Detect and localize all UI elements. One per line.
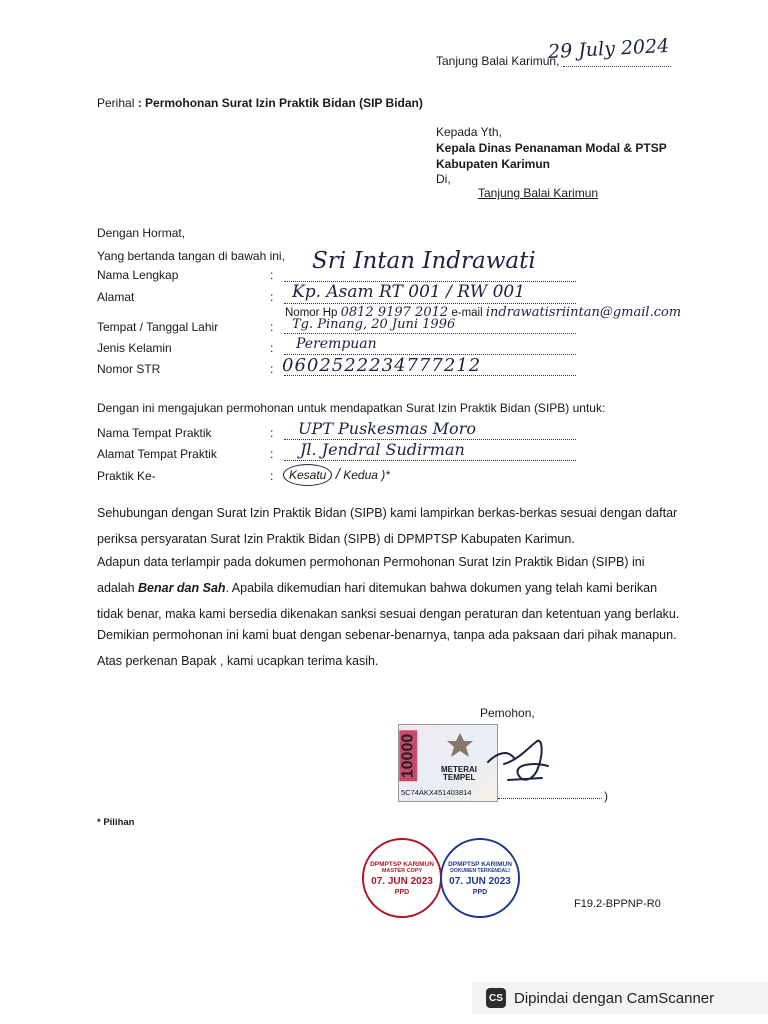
camscanner-icon: CS: [486, 988, 506, 1008]
phone-value: 0812 9197 2012: [340, 305, 449, 320]
colon: :: [270, 341, 274, 355]
field-label-address: Alamat: [97, 290, 135, 304]
paragraph-3-line1: Demikian permohonan ini kami buat dengan sebenar-benarnya, tanpa ada paksaan dari pihak manapun.: [97, 628, 677, 642]
handwritten-date: 29 July 2024: [547, 34, 670, 64]
subject-text: : Permohonan Surat Izin Praktik Bidan (SIP Bidan): [137, 96, 423, 110]
meterai-text2: TEMPEL: [443, 773, 476, 782]
recipient-line2: Kepala Dinas Penanaman Modal & PTSP: [436, 141, 667, 155]
place-prefix: Tanjung Balai Karimun,: [436, 54, 560, 68]
stamp1-bottom: PPD: [394, 888, 410, 896]
colon: :: [270, 320, 274, 334]
meterai-text1: METERAI: [441, 765, 477, 774]
email-value: indrawatisriintan@gmail.com: [485, 305, 682, 320]
stamp2-date: 07. JUN 2023: [449, 875, 511, 887]
request-intro: Dengan ini mengajukan permohonan untuk mendapatkan Surat Izin Praktik Bidan (SIPB) untuk:: [97, 401, 606, 415]
paragraph-2-line2-end: . Apabila dikemudian hari ditemukan bahwa dokumen yang telah kami berikan: [225, 581, 658, 595]
stamp1-mid: MASTER COPY: [381, 867, 423, 874]
subject-label: Perihal: [97, 96, 135, 110]
meterai-value: 10000: [399, 731, 417, 782]
practice-address-value: Jl. Jendral Sudirman: [300, 440, 465, 459]
paragraph-3: [97, 622, 677, 674]
form-code: F19.2-BPPNP-R0: [574, 898, 661, 910]
gender-value: Perempuan: [296, 336, 377, 352]
camscanner-badge: [472, 982, 768, 1014]
paragraph-1: [97, 500, 677, 552]
colon: :: [270, 447, 274, 461]
recipient-line5: Tanjung Balai Karimun: [478, 186, 599, 200]
paragraph-2-line2-start: adalah: [97, 581, 139, 595]
field-label-str: Nomor STR: [97, 362, 161, 376]
paragraph-2-line2: [97, 575, 679, 601]
field-label-gender: Jenis Kelamin: [97, 341, 172, 355]
birth-value: Tg. Pinang, 20 Juni 1996: [292, 317, 456, 332]
salutation: Dengan Hormat,: [97, 226, 186, 240]
colon: :: [270, 426, 274, 440]
camscanner-label: Dipindai dengan CamScanner: [514, 989, 715, 1007]
recipient-line1: Kepada Yth,: [436, 125, 502, 139]
name-value: Sri Intan Indrawati: [312, 248, 536, 274]
applicant-signature-label: Pemohon,: [480, 706, 535, 720]
colon: :: [270, 362, 274, 376]
stamp-controlled-document: [440, 838, 520, 918]
paragraph-2-line3: tidak benar, maka kami bersedia dikenakan sanksi sesuai dengan peraturan dan ketentuan yang berlaku.: [97, 607, 680, 621]
practice-place-value: UPT Puskesmas Moro: [298, 419, 476, 438]
practice-order-separator: /: [335, 466, 340, 483]
practice-order-other: Kedua )*: [343, 468, 390, 482]
field-label-birth: Tempat / Tanggal Lahir: [97, 320, 219, 334]
signature-name-line: [498, 788, 602, 799]
stamp2-mid: DOKUMEN TERKENDALI: [450, 867, 510, 874]
stamp1-top: DPMPTSP KARIMUN: [370, 860, 434, 868]
recipient-line4: Di,: [436, 172, 451, 186]
paragraph-1-line2: periksa persyaratan Surat Izin Praktik Bidan (SIPB) di DPMPTSP Kabupaten Karimun.: [97, 532, 575, 546]
address-value: Kp. Asam RT 001 / RW 001: [292, 282, 526, 302]
recipient-line3: Kabupaten Karimun: [436, 157, 551, 171]
paragraph-2-emphasis: Benar dan Sah: [138, 581, 226, 595]
stamp2-bottom: PPD: [472, 888, 488, 896]
phone-label: Nomor Hp: [285, 307, 338, 319]
subject-line: [97, 96, 423, 110]
paragraph-2-line1: Adapun data terlampir pada dokumen permohonan Permohonan Surat Izin Praktik Bidan (SIPB) ini: [97, 555, 645, 569]
colon: :: [270, 290, 274, 304]
colon: :: [270, 469, 274, 483]
stamp2-top: DPMPTSP KARIMUN: [448, 860, 512, 868]
str-value: 0602522234777212: [282, 355, 482, 376]
stamp1-date: 07. JUN 2023: [371, 875, 433, 887]
paragraph-1-line1: Sehubungan dengan Surat Izin Praktik Bidan (SIPB) kami lampirkan berkas-berkas sesuai dengan daftar: [97, 506, 678, 520]
stamp-master-copy: [362, 838, 442, 918]
field-label-practice-order: Praktik Ke-: [97, 469, 156, 483]
field-label-practice-place: Nama Tempat Praktik: [97, 426, 212, 440]
practice-order-selected: Kesatu: [283, 464, 332, 486]
practice-order-options: [283, 464, 390, 486]
paragraph-2: [97, 549, 679, 627]
field-label-practice-address: Alamat Tempat Praktik: [97, 447, 217, 461]
colon: :: [270, 268, 274, 282]
intro-text: Yang bertanda tangan di bawah ini,: [97, 249, 285, 263]
footnote: * Pilihan: [97, 817, 135, 828]
meterai-serial: 5C74AKX451403814: [401, 788, 472, 797]
email-label: e-mail: [451, 307, 483, 319]
paragraph-3-line2: Atas perkenan Bapak , kami ucapkan terima kasih.: [97, 654, 379, 668]
garuda-emblem: [443, 729, 477, 763]
signature-close-paren: ): [604, 789, 608, 803]
field-label-name: Nama Lengkap: [97, 268, 179, 282]
